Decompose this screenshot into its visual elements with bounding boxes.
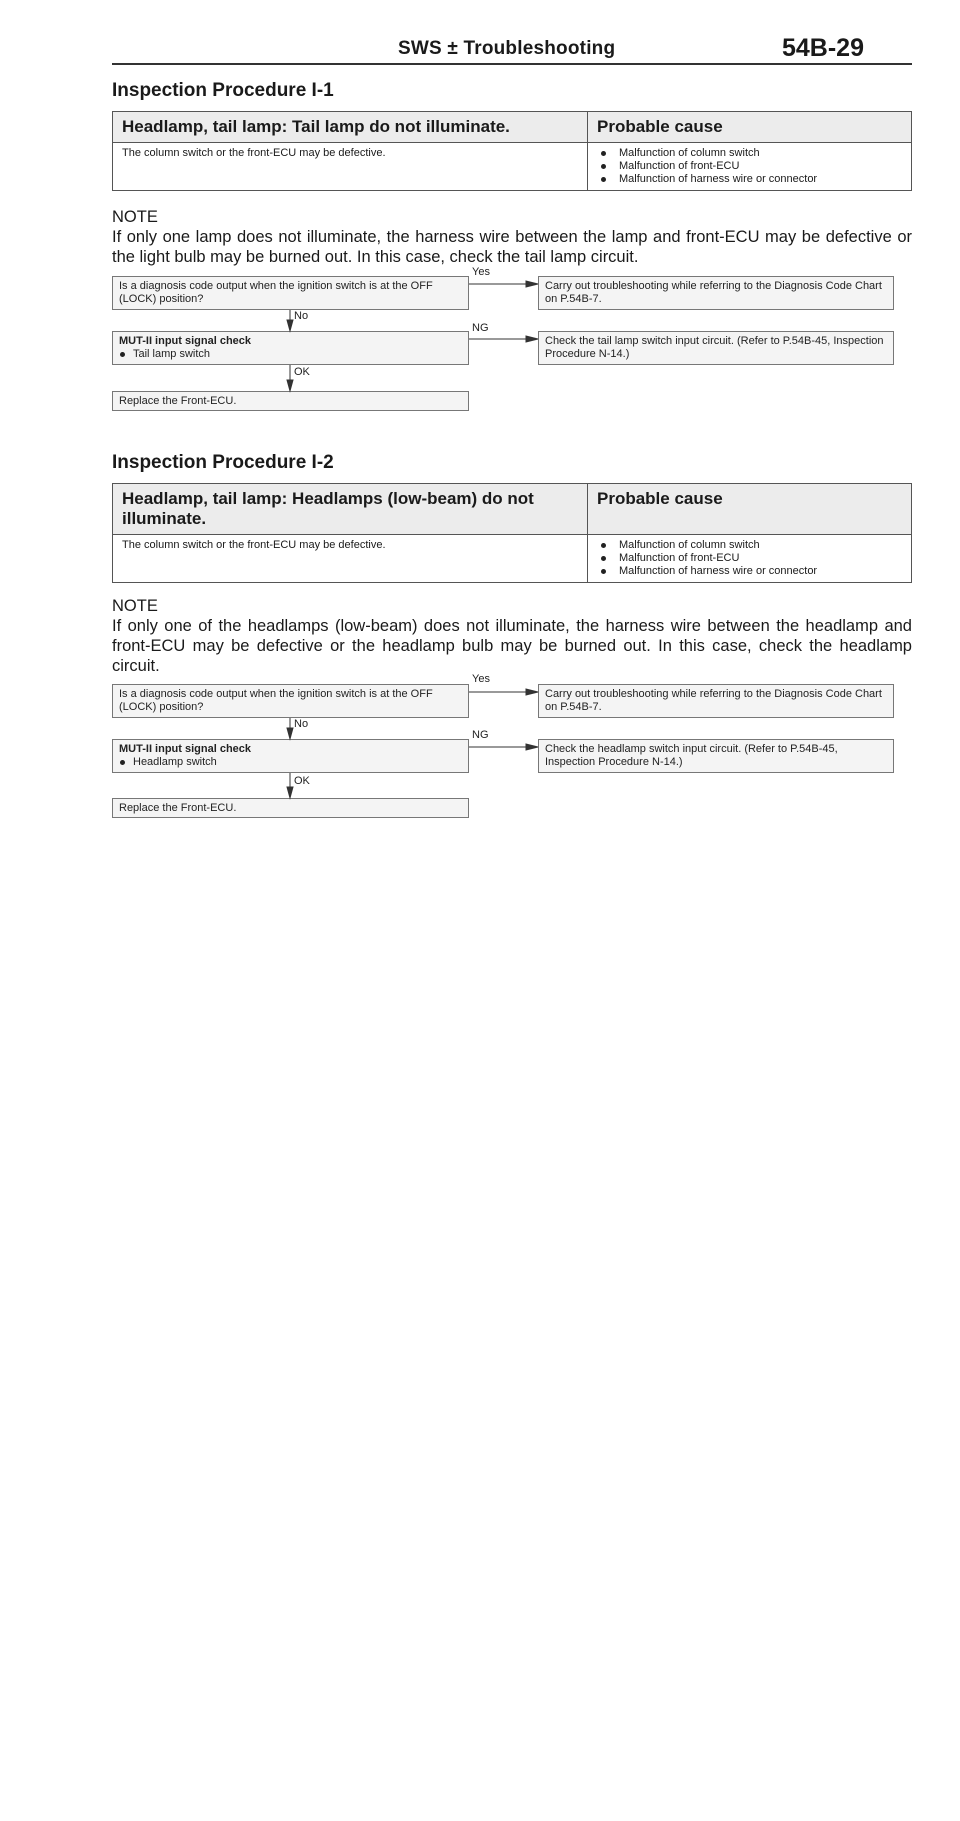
page-header-title: SWS ± Troubleshooting <box>398 38 616 59</box>
ng-result-box: Check the tail lamp switch input circuit. (Refer to P.54B-45, Inspection Procedure N-14.) <box>538 331 894 365</box>
no-arrowhead <box>287 320 293 331</box>
probable-cause-header: Probable cause <box>597 489 723 508</box>
cause-description: The column switch or the front-ECU may be defective. <box>113 143 588 190</box>
note-label: NOTE <box>112 208 158 226</box>
procedure-title: Inspection Procedure I-1 <box>112 80 334 101</box>
note-label: NOTE <box>112 597 158 615</box>
cause-description: The column switch or the front-ECU may be defective. <box>113 535 588 582</box>
final-action-box: Replace the Front-ECU. <box>112 798 469 818</box>
no-label: No <box>294 310 309 322</box>
flow-question-box: Is a diagnosis code output when the ignition switch is at the OFF (LOCK) position? <box>112 684 469 718</box>
final-action-box: Replace the Front-ECU. <box>112 391 469 411</box>
ng-result-box: Check the headlamp switch input circuit. (Refer to P.54B-45, Inspection Procedure N-14.) <box>538 739 894 773</box>
ok-label: OK <box>294 775 310 787</box>
ng-label: NG <box>472 322 489 334</box>
ok-label: OK <box>294 366 310 378</box>
ok-arrowhead <box>287 380 293 391</box>
yes-arrowhead <box>526 689 538 695</box>
ok-arrowhead <box>287 787 293 798</box>
probable-cause-header: Probable cause <box>597 117 723 136</box>
page-number: 54B-29 <box>782 34 864 62</box>
ng-arrowhead <box>526 336 538 342</box>
list-item: Malfunction of front-ECU <box>597 552 902 565</box>
check-item: Headlamp switch <box>119 756 462 769</box>
ng-label: NG <box>472 729 489 741</box>
list-item: Malfunction of column switch <box>597 147 902 160</box>
symptom-header: Headlamp, tail lamp: Tail lamp do not illuminate. <box>113 112 588 142</box>
yes-label: Yes <box>472 673 490 685</box>
check-item: Tail lamp switch <box>119 348 462 361</box>
list-item: Malfunction of harness wire or connector <box>597 173 902 186</box>
yes-arrowhead <box>526 281 538 287</box>
yes-result-box: Carry out troubleshooting while referring to the Diagnosis Code Chart on P.54B-7. <box>538 276 894 310</box>
list-item: Malfunction of harness wire or connector <box>597 565 902 578</box>
no-arrowhead <box>287 728 293 739</box>
no-label: No <box>294 718 309 730</box>
list-item: Malfunction of column switch <box>597 539 902 552</box>
list-item: Malfunction of front-ECU <box>597 160 902 173</box>
flow-question-box: Is a diagnosis code output when the ignition switch is at the OFF (LOCK) position? <box>112 276 469 310</box>
symptom-header: Headlamp, tail lamp: Headlamps (low-beam) do not illuminate. <box>113 484 588 534</box>
note-text: If only one of the headlamps (low-beam) does not illuminate, the harness wire between the headlamp and front-ECU may be defective or the headlamp bulb may be burned out. In this case, check the headlamp circuit. <box>112 617 912 675</box>
note-text: If only one lamp does not illuminate, the harness wire between the lamp and front-ECU may be defective or the light bulb may be burned out. In this case, check the tail lamp circuit. <box>112 228 912 266</box>
check-title: MUT-II input signal check <box>119 335 252 347</box>
check-title: MUT-II input signal check <box>119 743 252 755</box>
ng-arrowhead <box>526 744 538 750</box>
yes-label: Yes <box>472 266 490 278</box>
yes-result-box: Carry out troubleshooting while referring to the Diagnosis Code Chart on P.54B-7. <box>538 684 894 718</box>
procedure-title: Inspection Procedure I-2 <box>112 452 334 473</box>
